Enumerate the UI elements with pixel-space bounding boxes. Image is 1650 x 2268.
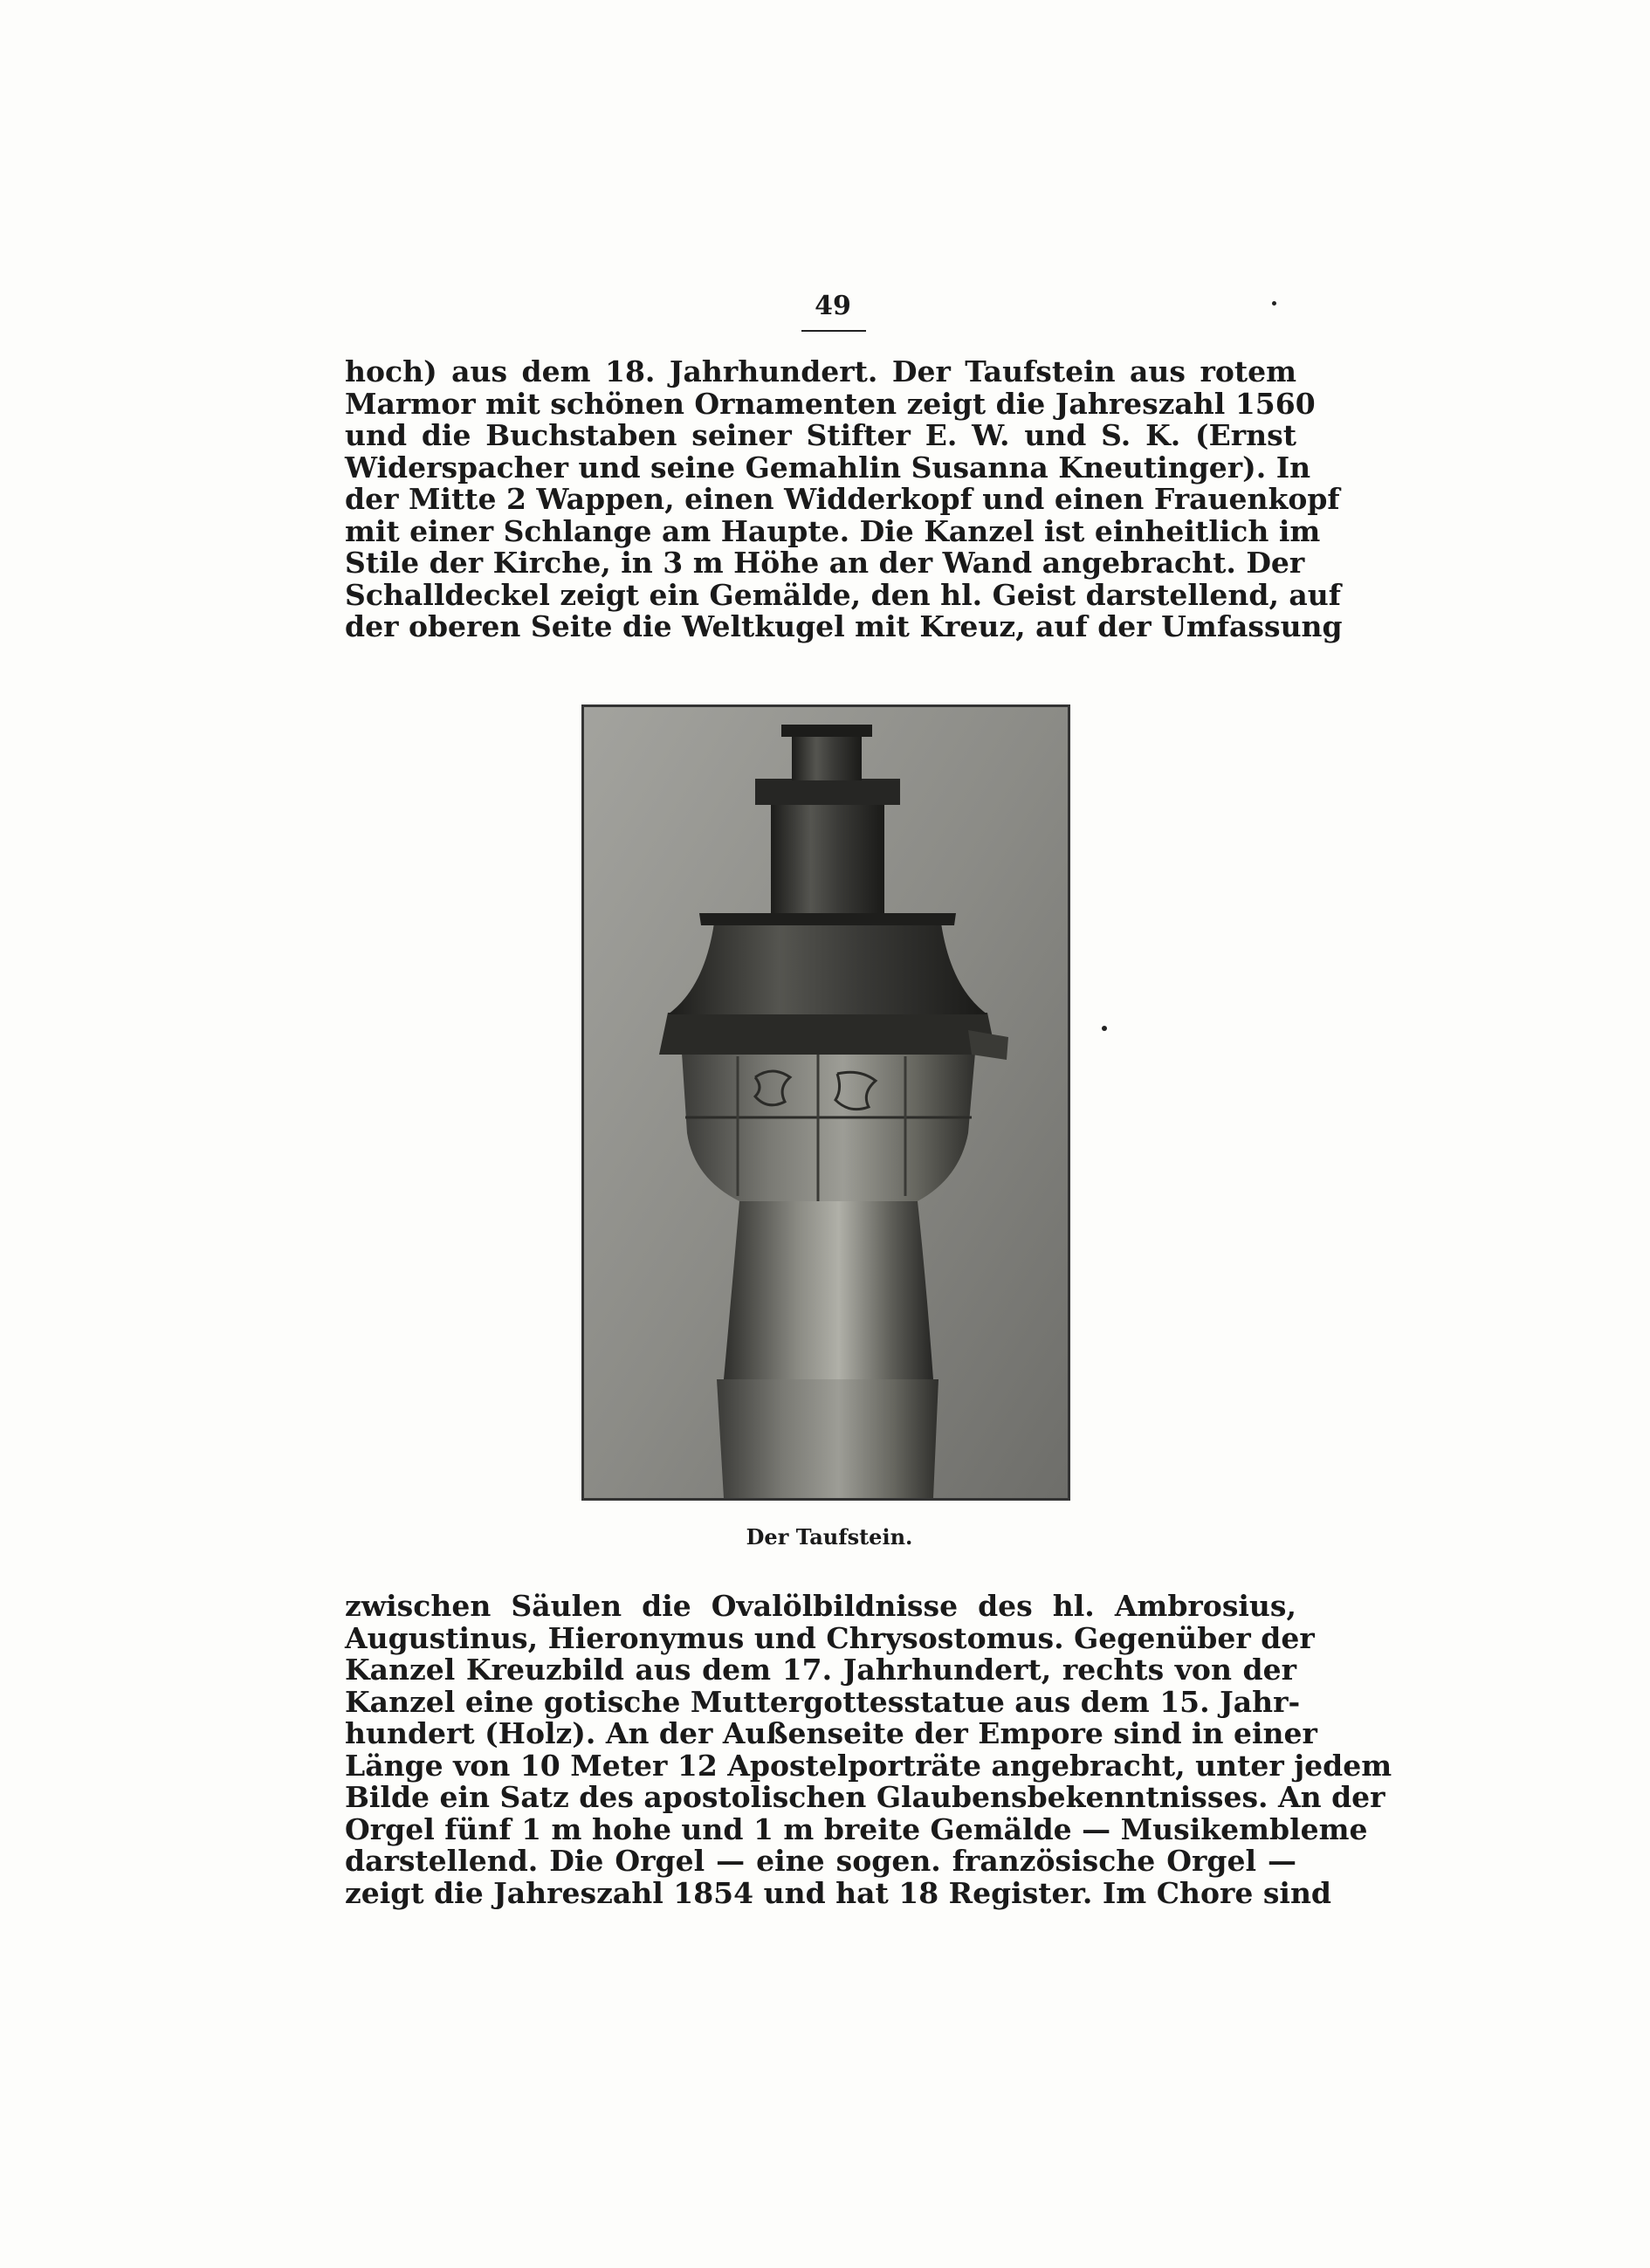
page-number: 49 <box>815 291 851 321</box>
page-number-rule <box>801 330 866 332</box>
text-line: Marmor mit schönen Ornamenten zeigt die Jahreszahl 1560 <box>345 386 1316 421</box>
text-line: Schalldeckel zeigt ein Gemälde, den hl. Geist darstellend, auf <box>345 577 1341 612</box>
text-line: darstellend. Die Orgel — eine sogen. französische Orgel — <box>345 1844 1296 1878</box>
figure-caption: Der Taufstein. <box>746 1524 913 1550</box>
text-line: Kanzel eine gotische Muttergottesstatue aus dem 15. Jahr- <box>345 1684 1301 1719</box>
text-line: Augustinus, Hieronymus und Chrysostomus. Gegenüber der <box>345 1620 1315 1655</box>
text-line: und die Buchstaben seiner Stifter E. W. und S. K. (Ernst <box>345 418 1296 452</box>
text-line: Kanzel Kreuzbild aus dem 17. Jahrhundert, rechts von der <box>345 1653 1296 1687</box>
paragraph-bottom <box>345 1589 1392 1910</box>
text-line: Stile der Kirche, in 3 m Höhe an der Wand angebracht. Der <box>345 546 1305 580</box>
text-line: hoch) aus dem 18. Jahrhundert. Der Taufstein aus rotem <box>345 354 1296 388</box>
text-line: hundert (Holz). An der Außenseite der Empore sind in einer <box>345 1716 1317 1750</box>
baptismal-font-illustration <box>584 707 1068 1498</box>
print-speck <box>1102 1026 1107 1031</box>
text-line: zwischen Säulen die Ovalölbildnisse des hl. Ambrosius, <box>345 1589 1296 1623</box>
print-speck <box>1272 301 1276 306</box>
text-line: Bilde ein Satz des apostolischen Glaubensbekenntnisses. An der <box>345 1780 1385 1814</box>
text-line: Widerspacher und seine Gemahlin Susanna Kneutinger). In <box>345 450 1311 485</box>
baptismal-font-photo <box>581 704 1070 1501</box>
text-line: der Mitte 2 Wappen, einen Widderkopf und einen Frauenkopf <box>345 482 1340 516</box>
text-line: zeigt die Jahreszahl 1854 und hat 18 Register. Im Chore sind <box>345 1875 1332 1910</box>
text-line: mit einer Schlange am Haupte. Die Kanzel ist einheitlich im <box>345 513 1321 548</box>
text-line: Orgel fünf 1 m hohe und 1 m breite Gemälde — Musikembleme <box>345 1811 1368 1846</box>
text-line: Länge von 10 Meter 12 Apostelporträte angebracht, unter jedem <box>345 1748 1392 1783</box>
text-line: der oberen Seite die Weltkugel mit Kreuz, auf der Umfassung <box>345 609 1343 643</box>
paragraph-top <box>345 354 1343 643</box>
